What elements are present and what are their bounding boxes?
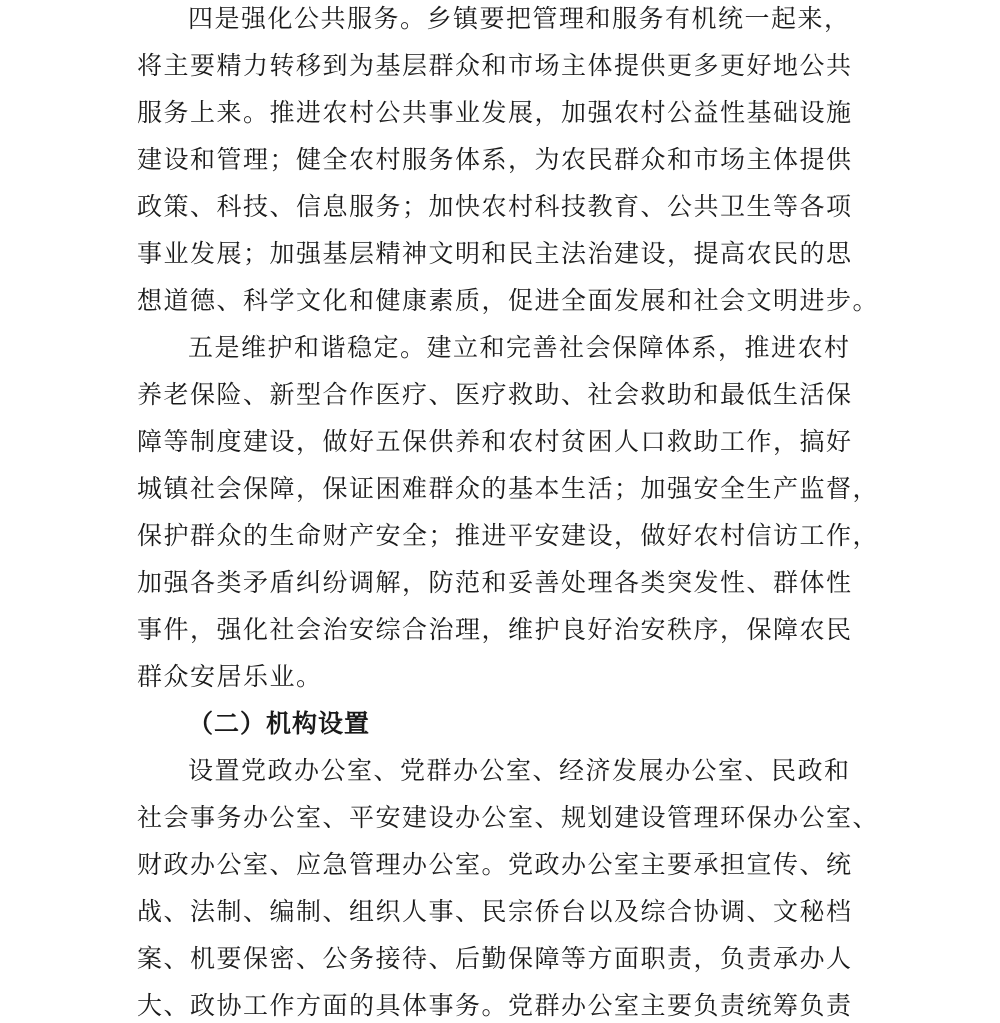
paragraph-4-line-5: 政策、科技、信息服务；加快农村科技教育、公共卫生等各项 xyxy=(137,192,853,221)
paragraph-5-line-3: 障等制度建设，做好五保供养和农村贫困人口救助工作，搞好 xyxy=(137,427,853,456)
paragraph-5-line-6: 加强各类矛盾纠纷调解，防范和妥善处理各类突发性、群体性 xyxy=(137,568,853,597)
paragraph-5-line-2: 养老保险、新型合作医疗、医疗救助、社会救助和最低生活保 xyxy=(137,380,853,409)
paragraph-5-line-5: 保护群众的生命财产安全；推进平安建设，做好农村信访工作， xyxy=(137,521,880,550)
paragraph-6-line-5: 案、机要保密、公务接待、后勤保障等方面职责，负责承办人 xyxy=(137,944,853,973)
paragraph-4-line-4: 建设和管理；健全农村服务体系，为农民群众和市场主体提供 xyxy=(137,145,853,174)
paragraph-6-line-4: 战、法制、编制、组织人事、民宗侨台以及综合协调、文秘档 xyxy=(137,897,853,926)
paragraph-5-line-7: 事件，强化社会治安综合治理，维护良好治安秩序，保障农民 xyxy=(137,615,853,644)
paragraph-6-line-1: 设置党政办公室、党群办公室、经济发展办公室、民政和 xyxy=(188,756,851,785)
paragraph-4-line-2: 将主要精力转移到为基层群众和市场主体提供更多更好地公共 xyxy=(137,51,853,80)
paragraph-6-line-2: 社会事务办公室、平安建设办公室、规划建设管理环保办公室、 xyxy=(137,803,880,832)
section-heading: （二）机构设置 xyxy=(188,709,371,738)
paragraph-4-line-6: 事业发展；加强基层精神文明和民主法治建设，提高农民的思 xyxy=(137,239,853,268)
paragraph-4-line-1: 四是强化公共服务。乡镇要把管理和服务有机统一起来， xyxy=(188,4,851,33)
paragraph-5-line-4: 城镇社会保障，保证困难群众的基本生活；加强安全生产监督， xyxy=(137,474,880,503)
paragraph-6-line-3: 财政办公室、应急管理办公室。党政办公室主要承担宣传、统 xyxy=(137,850,853,879)
paragraph-6-line-6: 大、政协工作方面的具体事务。党群办公室主要负责统筹负责 xyxy=(137,991,853,1020)
paragraph-5-line-8: 群众安居乐业。 xyxy=(137,662,323,691)
paragraph-5-line-1: 五是维护和谐稳定。建立和完善社会保障体系，推进农村 xyxy=(188,333,851,362)
paragraph-4-line-3: 服务上来。推进农村公共事业发展，加强农村公益性基础设施 xyxy=(137,98,853,127)
paragraph-4-line-7: 想道德、科学文化和健康素质，促进全面发展和社会文明进步。 xyxy=(137,286,880,315)
